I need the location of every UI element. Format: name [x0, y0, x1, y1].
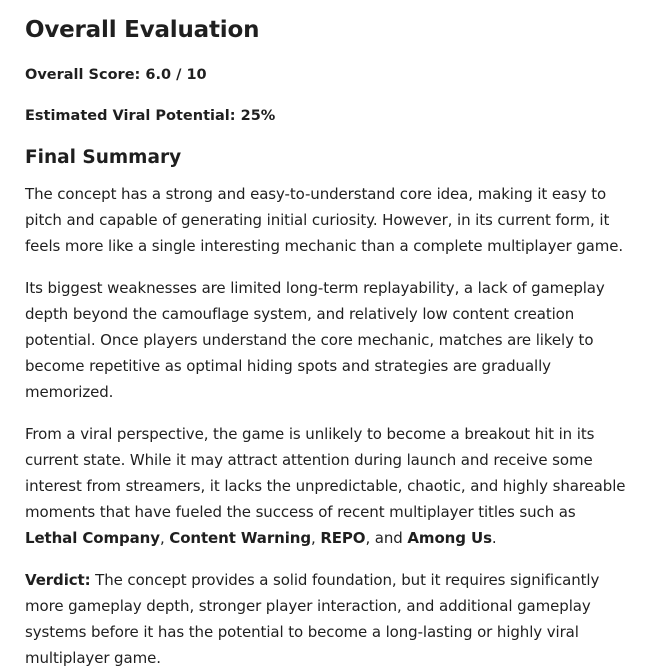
game-title-lethal-company: Lethal Company [25, 529, 160, 547]
overall-score-line [25, 63, 629, 87]
viral-potential-line [25, 104, 629, 128]
verdict-label: Verdict: [25, 571, 91, 589]
verdict-paragraph [25, 567, 629, 671]
summary-heading: Final Summary [25, 147, 182, 168]
game-title-repo: REPO [320, 529, 366, 547]
summary-paragraph-1: The concept has a strong and easy-to-understand core idea, making it easy to pitch and capable of generating initial curiosity. However, in its current form, it feels more like a single interesting mechanic than a complete multiplayer game. [25, 185, 624, 255]
separator: , and [365, 529, 408, 547]
summary-paragraph-3 [25, 421, 629, 551]
game-title-among-us: Among Us [407, 529, 492, 547]
separator: , [310, 529, 321, 547]
game-title-content-warning: Content Warning [169, 529, 311, 547]
verdict-text: The concept provides a solid foundation, but it requires significantly more gameplay depth, stronger player interaction, and additional gameplay systems before it has the potential to become a long-lasting or highly viral multiplayer game. [25, 571, 600, 667]
paragraph-3-end: . [491, 529, 497, 547]
paragraph-3-text: From a viral perspective, the game is unlikely to become a breakout hit in its current state. While it may attract attention during launch and receive some interest from streamers, it lacks the unpredictable, chaotic, and highly shareable moments that have fueled the success of recent multiplayer titles such as [25, 425, 626, 521]
viral-potential-value: 25% [240, 108, 276, 124]
viral-potential-label: Estimated Viral Potential: [25, 108, 236, 124]
summary-paragraph-2: Its biggest weaknesses are limited long-term replayability, a lack of gameplay depth beyond the camouflage system, and relatively low content creation potential. Once players understand the core mechanic, matches are likely to become repetitive as optimal hiding spots and strategies are gradually memorized. [25, 279, 605, 401]
page-title: Overall Evaluation [25, 17, 260, 43]
separator: , [159, 529, 170, 547]
overall-score-value: 6.0 / 10 [145, 67, 207, 83]
overall-score-label: Overall Score: [25, 67, 141, 83]
